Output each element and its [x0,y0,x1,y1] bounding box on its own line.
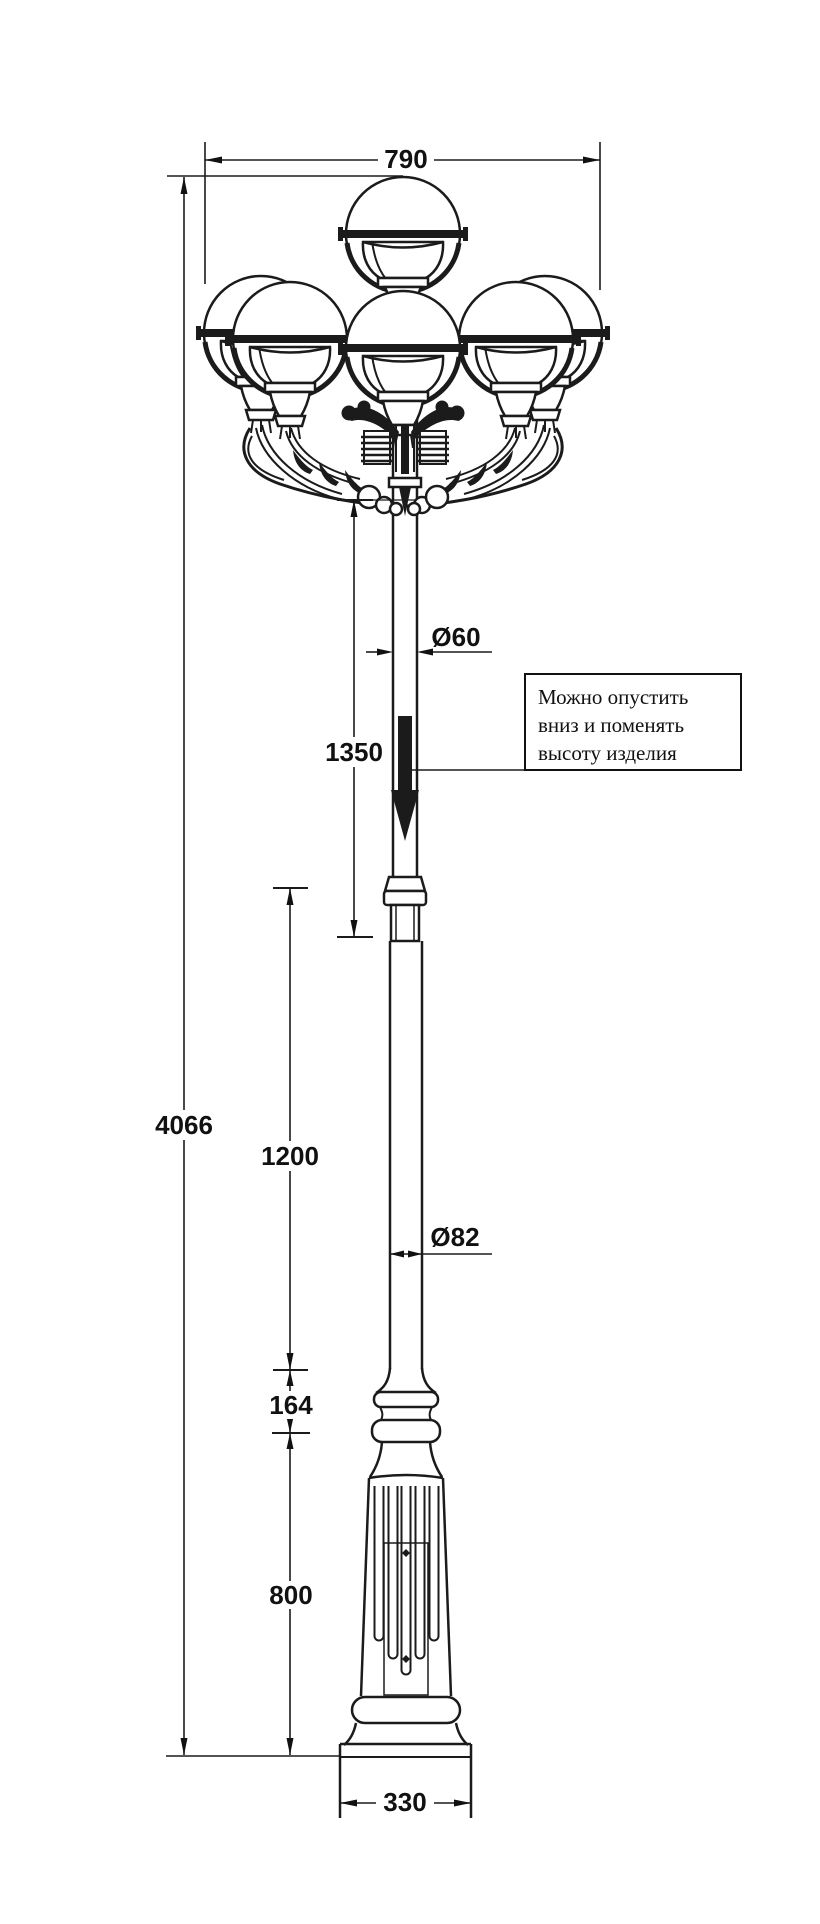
dim-label-800: 800 [269,1580,313,1610]
note-callout [412,674,741,770]
lower-pole [390,941,422,1369]
dim-label-4066: 4066 [155,1110,213,1140]
front-right-globe [451,282,581,439]
center-globe [338,291,468,448]
note-line-3: высоту изделия [538,741,677,765]
front-left-globe [225,282,355,439]
base-pedestal [344,1368,468,1745]
dim-label-dia60: Ø60 [431,622,481,652]
top-globe [338,177,468,297]
dim-label-330: 330 [383,1787,427,1817]
note-line-2: вниз и поменять [538,713,685,737]
lamp-head [196,177,610,516]
dim-330 [340,1787,471,1817]
dim-label-1350: 1350 [325,737,383,767]
pole-coupling [384,877,426,941]
dim-label-1200: 1200 [261,1141,319,1171]
dim-4066 [148,177,340,1756]
dim-label-164: 164 [269,1390,313,1420]
dim-chain-left [254,888,326,1755]
slide-down-arrow [391,716,419,841]
note-line-1: Можно опустить [538,685,689,709]
dim-dia82 [390,1222,492,1258]
dim-label-dia82: Ø82 [430,1222,480,1252]
dim-label-790: 790 [384,144,428,174]
dim-dia60 [366,622,492,656]
